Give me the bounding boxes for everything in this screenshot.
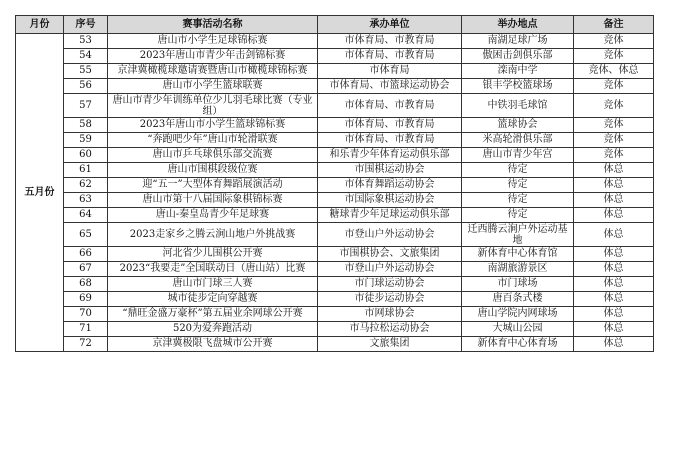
event-name-cell: 唐山-秦皇岛青少年足球赛 <box>108 208 318 223</box>
event-name-cell: 唐山市围棋段级位赛 <box>108 163 318 178</box>
table-row <box>16 208 654 223</box>
event-name-cell: 唐山市门球三人赛 <box>108 277 318 292</box>
event-name-cell: 迎“五一”大型体育舞蹈展演活动 <box>108 178 318 193</box>
header-remark: 备注 <box>574 16 654 34</box>
header-number: 序号 <box>64 16 108 34</box>
row-number-cell: 61 <box>64 163 108 178</box>
header-venue: 举办地点 <box>462 16 574 34</box>
remark-cell: 体总 <box>574 223 654 247</box>
organizer-cell: 市网球协会 <box>318 307 462 322</box>
event-name-cell: 520为爱奔跑活动 <box>108 322 318 337</box>
venue-cell: 米高轮滑俱乐部 <box>462 133 574 148</box>
organizer-cell: 糖球青少年足球运动俱乐部 <box>318 208 462 223</box>
event-name-cell: 河北省少儿围棋公开赛 <box>108 247 318 262</box>
venue-cell: 待定 <box>462 178 574 193</box>
table-row <box>16 49 654 64</box>
venue-cell: 南湖足球广场 <box>462 34 574 49</box>
event-name-cell: 2023走家乡之腾云涧山地户外挑战赛 <box>108 223 318 247</box>
remark-cell: 体总 <box>574 292 654 307</box>
row-number-cell: 60 <box>64 148 108 163</box>
organizer-cell: 市围棋协会、文旅集团 <box>318 247 462 262</box>
venue-cell: 待定 <box>462 163 574 178</box>
row-number-cell: 53 <box>64 34 108 49</box>
venue-cell: 滦南中学 <box>462 64 574 79</box>
remark-cell: 体总 <box>574 322 654 337</box>
remark-cell: 体总 <box>574 247 654 262</box>
organizer-cell: 市体育局、市教育局 <box>318 133 462 148</box>
remark-cell: 体总 <box>574 208 654 223</box>
event-name-cell: “奔跑吧少年”唐山市轮滑联赛 <box>108 133 318 148</box>
table-row <box>16 148 654 163</box>
venue-cell: 新体育中心体育场 <box>462 337 574 352</box>
organizer-cell: 市门球运动协会 <box>318 277 462 292</box>
row-number-cell: 54 <box>64 49 108 64</box>
remark-cell: 体总 <box>574 277 654 292</box>
venue-cell: 唐百条式楼 <box>462 292 574 307</box>
organizer-cell: 市马拉松运动协会 <box>318 322 462 337</box>
remark-cell: 竞体 <box>574 148 654 163</box>
organizer-cell: 市体育局、市教育局 <box>318 94 462 118</box>
venue-cell: 市门球场 <box>462 277 574 292</box>
table-row <box>16 337 654 352</box>
venue-cell: 唐山市青少年宫 <box>462 148 574 163</box>
row-number-cell: 68 <box>64 277 108 292</box>
row-number-cell: 67 <box>64 262 108 277</box>
event-name-cell: 城市徒步定向穿越赛 <box>108 292 318 307</box>
table-row <box>16 193 654 208</box>
organizer-cell: 和乐青少年体育运动俱乐部 <box>318 148 462 163</box>
row-number-cell: 56 <box>64 79 108 94</box>
venue-cell: 迁西腾云涧户外运动基地 <box>462 223 574 247</box>
venue-cell: 篮球协会 <box>462 118 574 133</box>
table-row <box>16 118 654 133</box>
month-cell: 五月份 <box>16 34 64 352</box>
organizer-cell: 市国际象棋运动协会 <box>318 193 462 208</box>
table-row <box>16 178 654 193</box>
organizer-cell: 市体育局、市篮球运动协会 <box>318 79 462 94</box>
table-row <box>16 79 654 94</box>
event-name-cell: 2023年唐山市小学生篮球锦标赛 <box>108 118 318 133</box>
table-row <box>16 223 654 247</box>
row-number-cell: 64 <box>64 208 108 223</box>
venue-cell: 傲困击剑俱乐部 <box>462 49 574 64</box>
row-number-cell: 70 <box>64 307 108 322</box>
event-name-cell: 唐山市第十八届国际象棋锦标赛 <box>108 193 318 208</box>
header-organizer: 承办单位 <box>318 16 462 34</box>
row-number-cell: 72 <box>64 337 108 352</box>
header-row <box>16 16 654 34</box>
row-number-cell: 65 <box>64 223 108 247</box>
organizer-cell: 市登山户外运动协会 <box>318 223 462 247</box>
event-name-cell: 京津冀橄榄球邀请赛暨唐山市橄榄球锦标赛 <box>108 64 318 79</box>
venue-cell: 中铁羽毛球馆 <box>462 94 574 118</box>
organizer-cell: 市围棋运动协会 <box>318 163 462 178</box>
row-number-cell: 57 <box>64 94 108 118</box>
remark-cell: 竞体 <box>574 49 654 64</box>
event-name-cell: 2023“我要走”全国联动日（唐山站）比赛 <box>108 262 318 277</box>
header-month: 月份 <box>16 16 64 34</box>
organizer-cell: 市体育舞蹈运动协会 <box>318 178 462 193</box>
organizer-cell: 市登山户外运动协会 <box>318 262 462 277</box>
remark-cell: 体总 <box>574 163 654 178</box>
remark-cell: 竞体 <box>574 94 654 118</box>
organizer-cell: 市徒步运动协会 <box>318 292 462 307</box>
remark-cell: 体总 <box>574 178 654 193</box>
event-name-cell: 唐山市乒乓球俱乐部交流赛 <box>108 148 318 163</box>
event-name-cell: 唐山市小学生足球锦标赛 <box>108 34 318 49</box>
table-row <box>16 292 654 307</box>
row-number-cell: 58 <box>64 118 108 133</box>
remark-cell: 竞体、体总 <box>574 64 654 79</box>
row-number-cell: 71 <box>64 322 108 337</box>
table-row <box>16 64 654 79</box>
venue-cell: 待定 <box>462 193 574 208</box>
remark-cell: 体总 <box>574 337 654 352</box>
venue-cell: 大城山公园 <box>462 322 574 337</box>
organizer-cell: 文旅集团 <box>318 337 462 352</box>
organizer-cell: 市体育局 <box>318 64 462 79</box>
table-row <box>16 94 654 118</box>
remark-cell: 体总 <box>574 262 654 277</box>
venue-cell: 南湖旅游景区 <box>462 262 574 277</box>
venue-cell: 新体育中心体育馆 <box>462 247 574 262</box>
row-number-cell: 59 <box>64 133 108 148</box>
event-name-cell: 京津冀极限飞盘城市公开赛 <box>108 337 318 352</box>
table-row <box>16 133 654 148</box>
remark-cell: 竞体 <box>574 79 654 94</box>
table-row <box>16 307 654 322</box>
row-number-cell: 55 <box>64 64 108 79</box>
venue-cell: 唐山学院内网球场 <box>462 307 574 322</box>
event-schedule-table <box>15 15 654 352</box>
remark-cell: 竞体 <box>574 118 654 133</box>
header-event-name: 赛事活动名称 <box>108 16 318 34</box>
remark-cell: 体总 <box>574 193 654 208</box>
remark-cell: 体总 <box>574 307 654 322</box>
table-row <box>16 163 654 178</box>
table-row <box>16 322 654 337</box>
table-row <box>16 262 654 277</box>
organizer-cell: 市体育局、市教育局 <box>318 34 462 49</box>
row-number-cell: 63 <box>64 193 108 208</box>
event-name-cell: 唐山市小学生篮球联赛 <box>108 79 318 94</box>
table-row <box>16 34 654 49</box>
event-name-cell: “鼎旺金盛万豪杯”第五届业余网球公开赛 <box>108 307 318 322</box>
venue-cell: 待定 <box>462 208 574 223</box>
row-number-cell: 69 <box>64 292 108 307</box>
remark-cell: 竞体 <box>574 34 654 49</box>
organizer-cell: 市体育局、市教育局 <box>318 118 462 133</box>
venue-cell: 银丰学校篮球场 <box>462 79 574 94</box>
event-name-cell: 唐山市青少年训练单位少儿羽毛球比赛（专业组） <box>108 94 318 118</box>
row-number-cell: 62 <box>64 178 108 193</box>
event-name-cell: 2023年唐山市青少年击剑锦标赛 <box>108 49 318 64</box>
remark-cell: 竞体 <box>574 133 654 148</box>
row-number-cell: 66 <box>64 247 108 262</box>
organizer-cell: 市体育局、市教育局 <box>318 49 462 64</box>
table-row <box>16 247 654 262</box>
table-row <box>16 277 654 292</box>
